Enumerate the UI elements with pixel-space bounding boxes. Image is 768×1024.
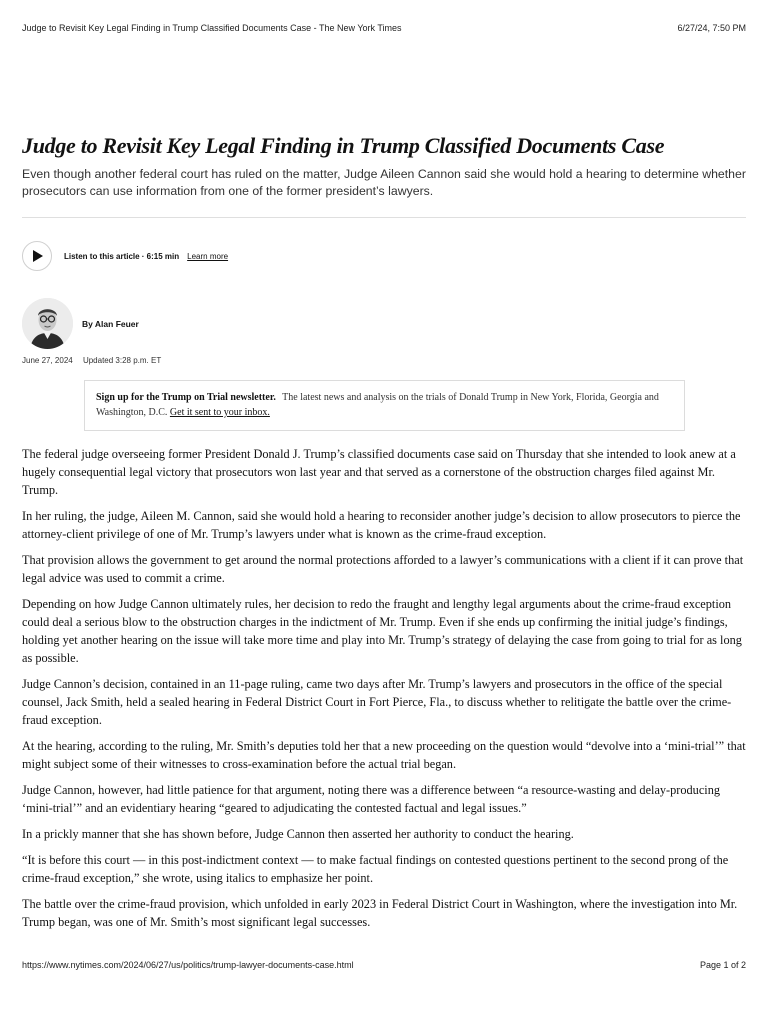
article-body xyxy=(22,445,746,939)
article-summary: Even though another federal court has ruled on the matter, Judge Aileen Cannon said she would hold a hearing to determine whether prosecutors can use information from one of the former president’s lawyers. xyxy=(22,167,746,198)
dateline xyxy=(22,356,161,365)
article-paragraph: Judge Cannon’s decision, contained in an 11-page ruling, came two days after Mr. Trump’s lawyers and prosecutors in the office of the special counsel, Jack Smith, held a sealed hearing in Federal District Court in Fort Pierce, Fla., to discuss whether to relitigate the battle over the crime-fraud exception. xyxy=(22,677,732,727)
byline xyxy=(22,298,139,349)
article-headline: Judge to Revisit Key Legal Finding in Trump Classified Documents Case xyxy=(22,133,665,158)
newsletter-title: Sign up for the Trump on Trial newsletter. xyxy=(96,392,276,403)
article-paragraph: “It is before this court — in this post-indictment context — to make factual findings on contested questions pertinent to the second prong of the crime-fraud exception,” she wrote, using italics to emphasize her point. xyxy=(22,853,729,885)
article-paragraph: The federal judge overseeing former President Donald J. Trump’s classified documents case said on Thursday that she intended to look anew at a hugely consequential legal victory that prosecutors won last year and that served as a cornerstone of the obstruction charges filed against Mr. Trump. xyxy=(22,447,736,497)
author-byline[interactable]: By Alan Feuer xyxy=(82,318,139,329)
listen-bar xyxy=(22,240,228,272)
print-footer xyxy=(22,960,746,970)
print-header-timestamp: 6/27/24, 7:50 PM xyxy=(677,23,746,33)
print-header xyxy=(22,23,746,33)
newsletter-signup-link[interactable]: Get it sent to your inbox. xyxy=(169,407,270,418)
article-paragraph: In a prickly manner that she has shown before, Judge Cannon then asserted her authority to conduct the hearing. xyxy=(22,827,574,841)
article-paragraph: At the hearing, according to the ruling, Mr. Smith’s deputies told her that a new proceeding on the question would “devolve into a ‘mini-trial’” that might subject some of their witnesses to cross-examination before the actual trial began. xyxy=(22,739,746,771)
publish-date: June 27, 2024 xyxy=(22,356,73,365)
print-header-title: Judge to Revisit Key Legal Finding in Trump Classified Documents Case - The New York Times xyxy=(22,23,402,33)
listen-label: Listen to this article · 6:15 min xyxy=(64,251,180,261)
article-paragraph: In her ruling, the judge, Aileen M. Cannon, said she would hold a hearing to reconsider another judge’s decision to allow prosecutors to pierce the attorney-client privilege of one of Mr. Trump’s lawyers under what is known as the crime-fraud exception. xyxy=(22,509,741,541)
page-url: https://www.nytimes.com/2024/06/27/us/politics/trump-lawyer-documents-case.html xyxy=(22,960,354,970)
play-icon xyxy=(33,250,43,262)
article-paragraph: The battle over the crime-fraud provision, which unfolded in early 2023 in Federal District Court in Washington, where the investigation into Mr. Trump began, was one of Mr. Smith’s most significant legal successes. xyxy=(22,897,738,929)
article-paragraph: Judge Cannon, however, had little patience for that argument, noting there was a difference between “a resource-wasting and delay-producing ‘mini-trial’” and an evidentiary hearing “geared to adjudicating the contested factual and legal issues.” xyxy=(22,783,721,815)
author-avatar[interactable] xyxy=(22,298,73,349)
newsletter-text: The latest news and analysis on the trials of Donald Trump in New York, Florida, Georgia and Washington, D.C. xyxy=(96,392,659,418)
newsletter-promo xyxy=(84,380,685,431)
article-paragraph: That provision allows the government to get around the normal protections afforded to a lawyer’s communications with a client if it can prove that legal advice was used to commit a crime. xyxy=(22,553,744,585)
article-paragraph: Depending on how Judge Cannon ultimately rules, her decision to redo the fraught and lengthy legal arguments about the crime-fraud exception could deal a serious blow to the obstruction charges in the indictment of Mr. Trump. Even if she ends up confirming the initial judge’s findings, holding yet another hearing on the issue will take more time and play into Mr. Trump’s strategy of delaying the case from going to trial for as long as possible. xyxy=(22,597,742,665)
learn-more-link[interactable]: Learn more xyxy=(187,251,229,261)
play-button[interactable] xyxy=(22,241,52,271)
header-divider xyxy=(22,217,746,218)
page-number: Page 1 of 2 xyxy=(699,960,746,970)
updated-time: Updated 3:28 p.m. ET xyxy=(82,356,162,365)
